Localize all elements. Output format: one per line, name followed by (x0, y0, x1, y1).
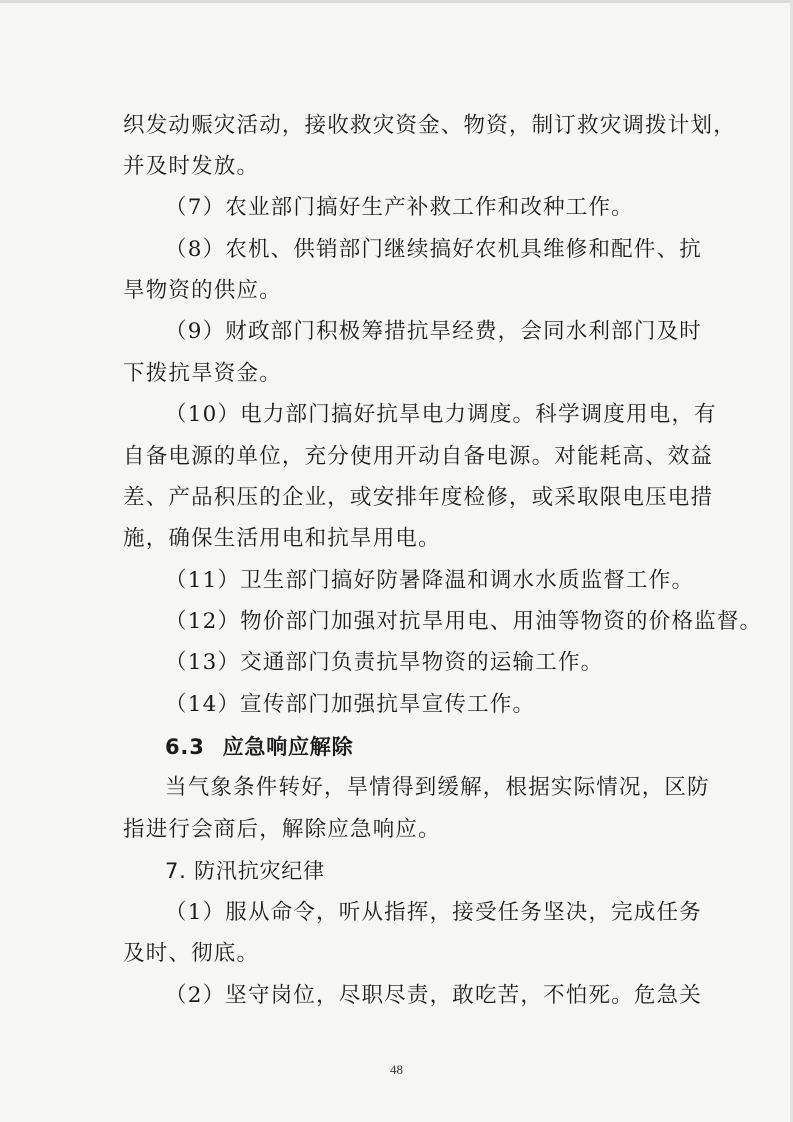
text-line: （7）农业部门搞好生产补救工作和改种工作。 (165, 195, 634, 220)
text-line: （8）农机、供销部门继续搞好农机具维修和配件、抗 (165, 237, 702, 262)
section-heading-7: 7. 防汛抗灾纪律 (165, 859, 325, 883)
text-line: 施，确保生活用电和抗旱用电。 (123, 526, 441, 551)
text-line: （9）财政部门积极筹措抗旱经费，会同水利部门及时 (165, 319, 702, 344)
text-line: （14）宣传部门加强抗旱宣传工作。 (165, 692, 536, 717)
text-line: （13）交通部门负责抗旱物资的运输工作。 (165, 650, 604, 675)
section-title: 应急响应解除 (222, 735, 354, 759)
text-line: 下拨抗旱资金。 (123, 361, 282, 386)
page-number: 48 (390, 1062, 403, 1077)
text-line: 并及时发放。 (123, 154, 260, 179)
section-number: 6.3 (165, 735, 205, 759)
text-line: 自备电源的单位，充分使用开动自备电源。对能耗高、效益 (123, 444, 714, 469)
text-line: 旱物资的供应。 (123, 278, 282, 303)
scan-edge-top (0, 0, 793, 3)
text-line: （10）电力部门搞好抗旱电力调度。科学调度用电，有 (165, 402, 717, 427)
text-line: 织发动赈灾活动，接收救灾资金、物资，制订救灾调拨计划， (123, 113, 736, 138)
text-line: 及时、彻底。 (123, 941, 260, 966)
section-heading-6-3 (165, 732, 353, 762)
text-line: （1）服从命令，听从指挥，接受任务坚决，完成任务 (165, 900, 702, 925)
text-line: （2）坚守岗位，尽职尽责，敢吃苦，不怕死。危急关 (165, 983, 702, 1008)
text-line: （12）物价部门加强对抗旱用电、用油等物资的价格监督。 (165, 609, 763, 634)
text-line: 差、产品积压的企业，或安排年度检修，或采取限电压电措 (123, 485, 714, 510)
text-line: （11）卫生部门搞好防暑降温和调水水质监督工作。 (165, 568, 695, 593)
text-line: 当气象条件转好，旱情得到缓解，根据实际情况，区防 (165, 775, 710, 800)
text-line: 指进行会商后，解除应急响应。 (123, 817, 441, 842)
